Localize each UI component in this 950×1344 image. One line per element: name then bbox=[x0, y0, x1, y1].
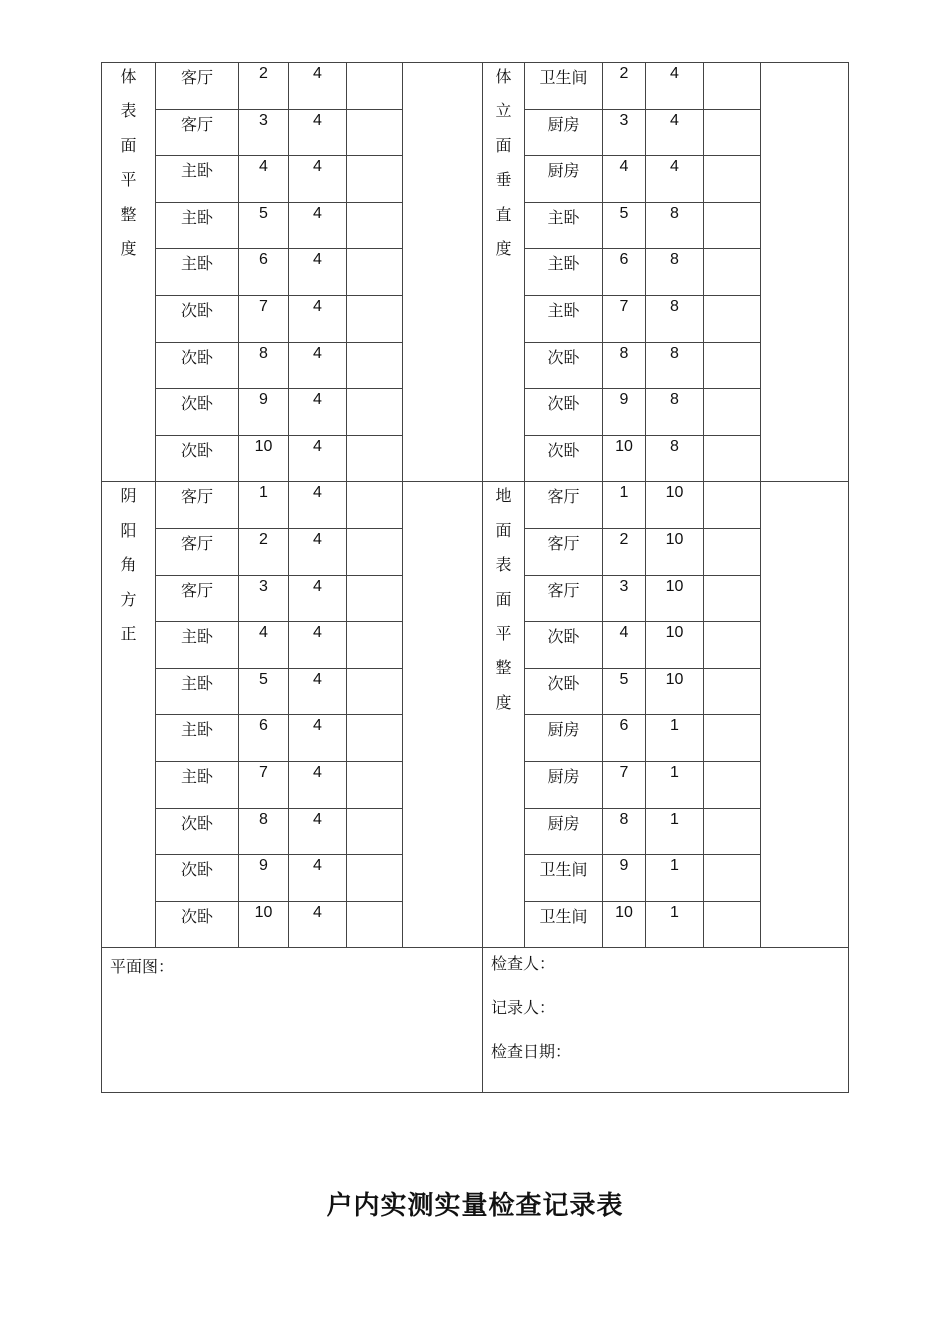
allowance-cell: 10 bbox=[646, 482, 704, 529]
room-cell: 客厅 bbox=[156, 528, 239, 575]
room-cell: 次卧 bbox=[525, 342, 603, 389]
measured-cell bbox=[347, 761, 403, 808]
measured-cell bbox=[704, 668, 761, 715]
room-cell: 客厅 bbox=[525, 575, 603, 622]
point-number-cell: 6 bbox=[239, 715, 289, 762]
room-cell: 次卧 bbox=[525, 622, 603, 669]
table-row bbox=[102, 63, 849, 110]
allowance-cell: 4 bbox=[289, 575, 347, 622]
category-char: 角 bbox=[120, 555, 137, 575]
allowance-cell: 8 bbox=[646, 435, 704, 482]
category-char: 表 bbox=[120, 101, 137, 121]
allowance-cell: 1 bbox=[646, 855, 704, 902]
allowance-cell: 8 bbox=[646, 295, 704, 342]
room-cell: 次卧 bbox=[156, 295, 239, 342]
measured-cell bbox=[704, 156, 761, 203]
measured-cell bbox=[347, 249, 403, 296]
point-number-cell: 4 bbox=[603, 156, 646, 203]
point-number-cell: 3 bbox=[239, 575, 289, 622]
measured-cell bbox=[704, 855, 761, 902]
allowance-cell: 4 bbox=[289, 855, 347, 902]
allowance-cell: 4 bbox=[289, 342, 347, 389]
room-cell: 主卧 bbox=[156, 156, 239, 203]
point-number-cell: 3 bbox=[603, 109, 646, 156]
category-char: 垂 bbox=[495, 170, 512, 190]
point-number-cell: 9 bbox=[239, 389, 289, 436]
room-cell: 次卧 bbox=[156, 389, 239, 436]
allowance-cell: 4 bbox=[289, 295, 347, 342]
remark-cell bbox=[403, 63, 483, 482]
allowance-cell: 4 bbox=[646, 63, 704, 110]
allowance-cell: 1 bbox=[646, 901, 704, 948]
point-number-cell: 3 bbox=[239, 109, 289, 156]
category-char: 面 bbox=[120, 135, 137, 155]
point-number-cell: 4 bbox=[239, 622, 289, 669]
category-char: 表 bbox=[495, 555, 512, 575]
room-cell: 主卧 bbox=[156, 715, 239, 762]
measured-cell bbox=[704, 761, 761, 808]
room-cell: 厨房 bbox=[525, 715, 603, 762]
allowance-cell: 4 bbox=[289, 528, 347, 575]
point-number-cell: 9 bbox=[239, 855, 289, 902]
remark-cell bbox=[403, 482, 483, 948]
room-cell: 主卧 bbox=[525, 249, 603, 296]
inspector-label: 检查人： bbox=[491, 954, 556, 974]
point-number-cell: 8 bbox=[239, 342, 289, 389]
measured-cell bbox=[704, 901, 761, 948]
table-row bbox=[102, 482, 849, 529]
point-number-cell: 5 bbox=[603, 202, 646, 249]
allowance-cell: 1 bbox=[646, 715, 704, 762]
category-char: 正 bbox=[120, 623, 137, 643]
inspection-sheet bbox=[101, 62, 849, 1093]
remark-cell bbox=[761, 482, 849, 948]
point-number-cell: 8 bbox=[603, 808, 646, 855]
room-cell: 主卧 bbox=[156, 761, 239, 808]
category-cell bbox=[483, 63, 525, 482]
measured-cell bbox=[704, 249, 761, 296]
point-number-cell: 7 bbox=[239, 295, 289, 342]
category-char: 整 bbox=[120, 204, 137, 224]
category-cell bbox=[102, 482, 156, 948]
measured-cell bbox=[704, 435, 761, 482]
allowance-cell: 4 bbox=[289, 761, 347, 808]
category-char: 平 bbox=[495, 623, 512, 643]
room-cell: 客厅 bbox=[525, 528, 603, 575]
measured-cell bbox=[704, 715, 761, 762]
allowance-cell: 4 bbox=[289, 482, 347, 529]
point-number-cell: 8 bbox=[239, 808, 289, 855]
point-number-cell: 9 bbox=[603, 389, 646, 436]
measured-cell bbox=[347, 202, 403, 249]
room-cell: 客厅 bbox=[156, 575, 239, 622]
allowance-cell: 4 bbox=[289, 249, 347, 296]
room-cell: 客厅 bbox=[156, 63, 239, 110]
inspection-date-label: 检查日期： bbox=[491, 1042, 572, 1062]
category-cell bbox=[483, 482, 525, 948]
allowance-cell: 4 bbox=[289, 668, 347, 715]
category-char: 整 bbox=[495, 658, 512, 678]
measured-cell bbox=[347, 109, 403, 156]
room-cell: 主卧 bbox=[156, 668, 239, 715]
point-number-cell: 10 bbox=[239, 901, 289, 948]
point-number-cell: 3 bbox=[603, 575, 646, 622]
point-number-cell: 6 bbox=[603, 715, 646, 762]
measured-cell bbox=[347, 715, 403, 762]
measured-cell bbox=[704, 63, 761, 110]
measured-cell bbox=[347, 342, 403, 389]
allowance-cell: 4 bbox=[289, 202, 347, 249]
room-cell: 客厅 bbox=[156, 482, 239, 529]
measured-cell bbox=[347, 855, 403, 902]
room-cell: 次卧 bbox=[525, 668, 603, 715]
plan-label: 平面图： bbox=[110, 957, 175, 977]
measured-cell bbox=[347, 528, 403, 575]
category-char: 体 bbox=[495, 67, 512, 86]
measured-cell bbox=[704, 575, 761, 622]
room-cell: 厨房 bbox=[525, 156, 603, 203]
measured-cell bbox=[347, 389, 403, 436]
allowance-cell: 4 bbox=[289, 808, 347, 855]
point-number-cell: 10 bbox=[239, 435, 289, 482]
point-number-cell: 8 bbox=[603, 342, 646, 389]
point-number-cell: 7 bbox=[603, 295, 646, 342]
point-number-cell: 4 bbox=[603, 622, 646, 669]
room-cell: 次卧 bbox=[156, 901, 239, 948]
point-number-cell: 2 bbox=[603, 63, 646, 110]
allowance-cell: 4 bbox=[289, 63, 347, 110]
room-cell: 卫生间 bbox=[525, 901, 603, 948]
room-cell: 主卧 bbox=[525, 202, 603, 249]
point-number-cell: 2 bbox=[239, 63, 289, 110]
measured-cell bbox=[347, 575, 403, 622]
category-char: 直 bbox=[495, 204, 512, 224]
allowance-cell: 4 bbox=[289, 156, 347, 203]
point-number-cell: 1 bbox=[239, 482, 289, 529]
allowance-cell: 4 bbox=[289, 435, 347, 482]
measured-cell bbox=[347, 435, 403, 482]
category-char: 度 bbox=[495, 238, 512, 258]
room-cell: 厨房 bbox=[525, 808, 603, 855]
point-number-cell: 6 bbox=[603, 249, 646, 296]
point-number-cell: 1 bbox=[603, 482, 646, 529]
allowance-cell: 8 bbox=[646, 342, 704, 389]
footer-row bbox=[102, 948, 849, 1093]
category-char: 面 bbox=[495, 520, 512, 540]
allowance-cell: 10 bbox=[646, 575, 704, 622]
measured-cell bbox=[704, 528, 761, 575]
category-char: 面 bbox=[495, 589, 512, 609]
category-char: 立 bbox=[495, 101, 512, 121]
measured-cell bbox=[347, 622, 403, 669]
allowance-cell: 4 bbox=[289, 109, 347, 156]
allowance-cell: 4 bbox=[289, 715, 347, 762]
point-number-cell: 10 bbox=[603, 901, 646, 948]
allowance-cell: 1 bbox=[646, 808, 704, 855]
room-cell: 次卧 bbox=[525, 389, 603, 436]
room-cell: 卫生间 bbox=[525, 855, 603, 902]
measured-cell bbox=[347, 901, 403, 948]
category-char: 方 bbox=[120, 589, 137, 609]
room-cell: 卫生间 bbox=[525, 63, 603, 110]
room-cell: 主卧 bbox=[156, 622, 239, 669]
room-cell: 客厅 bbox=[156, 109, 239, 156]
allowance-cell: 10 bbox=[646, 622, 704, 669]
allowance-cell: 4 bbox=[289, 901, 347, 948]
room-cell: 次卧 bbox=[156, 342, 239, 389]
measured-cell bbox=[347, 63, 403, 110]
allowance-cell: 4 bbox=[646, 109, 704, 156]
measured-cell bbox=[347, 668, 403, 715]
measured-cell bbox=[704, 295, 761, 342]
point-number-cell: 5 bbox=[239, 202, 289, 249]
point-number-cell: 4 bbox=[239, 156, 289, 203]
measured-cell bbox=[704, 808, 761, 855]
allowance-cell: 4 bbox=[646, 156, 704, 203]
allowance-cell: 4 bbox=[289, 622, 347, 669]
category-char: 面 bbox=[495, 135, 512, 155]
measured-cell bbox=[704, 109, 761, 156]
point-number-cell: 5 bbox=[603, 668, 646, 715]
allowance-cell: 10 bbox=[646, 668, 704, 715]
remark-cell bbox=[761, 63, 849, 482]
measured-cell bbox=[347, 295, 403, 342]
point-number-cell: 9 bbox=[603, 855, 646, 902]
room-cell: 主卧 bbox=[156, 202, 239, 249]
measured-cell bbox=[704, 482, 761, 529]
plan-cell bbox=[102, 948, 483, 1093]
point-number-cell: 5 bbox=[239, 668, 289, 715]
room-cell: 次卧 bbox=[156, 435, 239, 482]
room-cell: 次卧 bbox=[156, 855, 239, 902]
category-char: 度 bbox=[120, 238, 137, 258]
measured-cell bbox=[704, 622, 761, 669]
measured-cell bbox=[347, 808, 403, 855]
category-char: 体 bbox=[120, 67, 137, 86]
measured-cell bbox=[704, 389, 761, 436]
measured-cell bbox=[347, 156, 403, 203]
measurement-table bbox=[101, 62, 849, 1093]
category-char: 阴 bbox=[120, 486, 137, 506]
document-title: 户内实测实量检查记录表 bbox=[326, 1191, 624, 1221]
point-number-cell: 2 bbox=[603, 528, 646, 575]
allowance-cell: 1 bbox=[646, 761, 704, 808]
measured-cell bbox=[704, 342, 761, 389]
category-char: 阳 bbox=[120, 520, 137, 540]
room-cell: 主卧 bbox=[525, 295, 603, 342]
allowance-cell: 4 bbox=[289, 389, 347, 436]
signature-cell bbox=[483, 948, 849, 1093]
allowance-cell: 8 bbox=[646, 389, 704, 436]
point-number-cell: 2 bbox=[239, 528, 289, 575]
point-number-cell: 10 bbox=[603, 435, 646, 482]
room-cell: 次卧 bbox=[525, 435, 603, 482]
category-char: 地 bbox=[495, 486, 512, 506]
room-cell: 次卧 bbox=[156, 808, 239, 855]
point-number-cell: 7 bbox=[603, 761, 646, 808]
category-cell bbox=[102, 63, 156, 482]
allowance-cell: 8 bbox=[646, 249, 704, 296]
point-number-cell: 7 bbox=[239, 761, 289, 808]
recorder-label: 记录人： bbox=[491, 998, 556, 1018]
room-cell: 厨房 bbox=[525, 109, 603, 156]
category-char: 度 bbox=[495, 692, 512, 712]
allowance-cell: 10 bbox=[646, 528, 704, 575]
room-cell: 客厅 bbox=[525, 482, 603, 529]
point-number-cell: 6 bbox=[239, 249, 289, 296]
allowance-cell: 8 bbox=[646, 202, 704, 249]
measured-cell bbox=[704, 202, 761, 249]
measured-cell bbox=[347, 482, 403, 529]
room-cell: 主卧 bbox=[156, 249, 239, 296]
category-char: 平 bbox=[120, 170, 137, 190]
room-cell: 厨房 bbox=[525, 761, 603, 808]
